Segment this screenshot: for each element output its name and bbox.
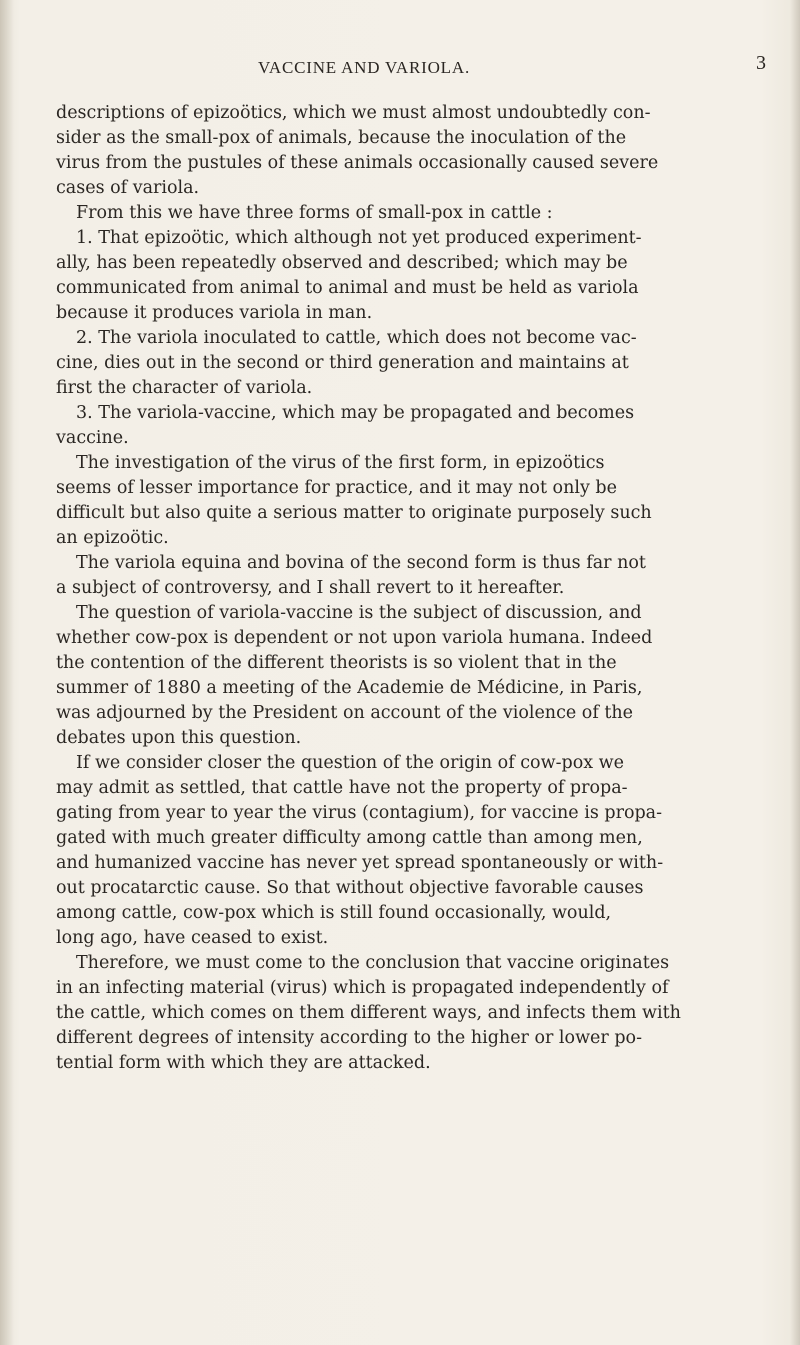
text-line: The investigation of the virus of the first form, in epizoötics [76, 453, 605, 473]
text-line: the cattle, which comes on them different ways, and infects them with [56, 1003, 681, 1023]
text-line: 3. The variola-vaccine, which may be propagated and becomes [76, 403, 635, 423]
running-title: VACCINE AND VARIOLA. [258, 58, 470, 77]
body-text [56, 101, 778, 1076]
text-line: If we consider closer the question of the origin of cow-pox we [76, 753, 624, 773]
text-line: 1. That epizoötic, which although not yet produced experiment- [76, 228, 642, 248]
text-line: The variola equina and bovina of the second form is thus far not [76, 553, 646, 573]
page-number: 3 [756, 52, 766, 74]
text-line: gated with much greater difficulty among cattle than among men, [56, 828, 643, 848]
text-line: ally, has been repeatedly observed and described; which may be [56, 253, 628, 273]
text-line: a subject of controversy, and I shall revert to it hereafter. [56, 578, 565, 598]
text-line: and humanized vaccine has never yet spread spontaneously or with- [56, 853, 664, 873]
text-line: may admit as settled, that cattle have not the property of propa- [56, 778, 628, 798]
page-gutter-shadow [0, 0, 14, 1345]
text-line: in an infecting material (virus) which is propagated independently of [56, 978, 669, 998]
text-line: tential form with which they are attacked. [56, 1053, 431, 1073]
running-header [0, 52, 800, 82]
text-line: whether cow-pox is dependent or not upon variola humana. Indeed [56, 628, 653, 648]
text-line: communicated from animal to animal and must be held as variola [56, 278, 639, 298]
text-line: 2. The variola inoculated to cattle, which does not become vac- [76, 328, 637, 348]
text-line: long ago, have ceased to exist. [56, 928, 329, 948]
text-line: descriptions of epizoötics, which we must almost undoubtedly con- [56, 103, 651, 123]
text-line: summer of 1880 a meeting of the Academie de Médicine, in Paris, [56, 678, 643, 698]
text-line: gating from year to year the virus (contagium), for vaccine is propa- [56, 803, 663, 823]
text-line: was adjourned by the President on account of the violence of the [56, 703, 634, 723]
text-line: The question of variola-vaccine is the subject of discussion, and [76, 603, 642, 623]
text-line: out procatarctic cause. So that without objective favorable causes [56, 878, 644, 898]
text-line: From this we have three forms of small-pox in cattle : [76, 203, 553, 223]
text-line: because it produces variola in man. [56, 303, 373, 323]
text-line: cine, dies out in the second or third generation and maintains at [56, 353, 629, 373]
text-line: difficult but also quite a serious matter to originate purposely such [56, 503, 652, 523]
text-line: different degrees of intensity according to the higher or lower po- [56, 1028, 642, 1048]
text-line: Therefore, we must come to the conclusion that vaccine originates [76, 953, 670, 973]
text-line: an epizoötic. [56, 528, 169, 548]
text-line: vaccine. [56, 428, 129, 448]
text-line: the contention of the different theorists is so violent that in the [56, 653, 617, 673]
page-edge-shadow [790, 0, 800, 1345]
text-line: among cattle, cow-pox which is still found occasionally, would, [56, 903, 612, 923]
text-line: seems of lesser importance for practice, and it may not only be [56, 478, 617, 498]
text-line: cases of variola. [56, 178, 200, 198]
text-line: virus from the pustules of these animals occasionally caused severe [56, 153, 659, 173]
text-line: first the character of variola. [56, 378, 313, 398]
text-line: sider as the small-pox of animals, because the inoculation of the [56, 128, 627, 148]
text-line: debates upon this question. [56, 728, 302, 748]
